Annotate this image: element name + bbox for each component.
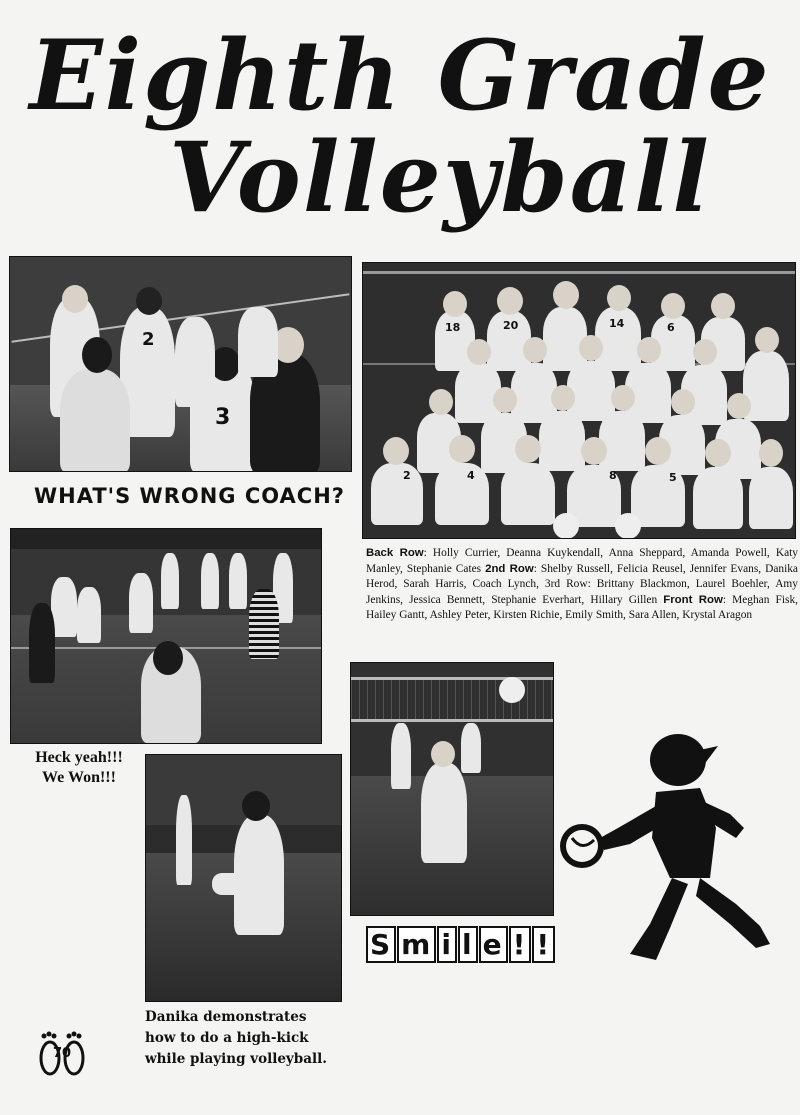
jersey-number: 3 <box>215 405 231 430</box>
jersey-number: 5 <box>669 471 677 484</box>
smile-letter: S <box>366 926 396 963</box>
volleyball-player-silhouette-icon <box>560 728 790 968</box>
jersey-number: 2 <box>142 329 155 350</box>
jersey-number: 18 <box>445 321 461 334</box>
smile-letter: l <box>458 926 478 963</box>
front-row-names: : Meghan Fisk, Hailey Gantt, Ashley Peter, Kirsten Richie, Emily Smith, Sara Allen, Krystal Aragon <box>366 593 798 622</box>
second-row-label: 2nd Row <box>485 562 534 575</box>
smile-letter: ! <box>509 926 532 963</box>
smile-letter: i <box>437 926 457 963</box>
back-row-label: Back Row <box>366 547 424 559</box>
dig-photo <box>350 662 554 916</box>
smile-letter: e <box>479 926 508 963</box>
coach-photo <box>9 256 352 472</box>
smile-letter: m <box>397 926 436 963</box>
page-title-line1: Eighth Grade <box>29 19 771 132</box>
smile-caption <box>366 926 556 963</box>
jersey-number: 4 <box>467 469 475 482</box>
coach-caption: WHAT'S WRONG COACH? <box>34 484 345 508</box>
heck-caption <box>18 748 140 788</box>
back-row-names: : Holly Currier, Deanna Kuykendall, Anna Sheppard, Amanda Powell, Katy Manley, Stephanie Cates <box>366 547 798 575</box>
front-row-label: Front Row <box>663 593 723 606</box>
heck-caption-line2: We Won!!! <box>42 769 116 786</box>
page-title-line2: Volleyball <box>169 121 711 234</box>
jersey-number: 20 <box>503 319 519 332</box>
smile-letter: ! <box>532 926 555 963</box>
game-photo <box>10 528 322 744</box>
jersey-number: 2 <box>403 469 411 482</box>
team-roster-names <box>366 546 798 624</box>
heck-caption-line1: Heck yeah!!! <box>35 749 123 766</box>
second-row-names: : Shelby Russell, Felicia Reusel, Jennifer Evans, Danika Herod, Sarah Harris, Coach Lynch, 3rd Row: Brittany Blackmon, Laurel Boehler, Amy Jenkins, Jessica Bennett, Stephanie Everhart, Hillary Gillen <box>366 562 798 606</box>
page-number: 70 <box>53 1046 72 1061</box>
danika-caption <box>145 1007 345 1070</box>
danika-caption-line3: while playing volleyball. <box>145 1051 327 1067</box>
team-photo <box>362 262 796 539</box>
danika-caption-line1: Danika demonstrates <box>145 1009 307 1025</box>
high-kick-photo <box>145 754 342 1002</box>
jersey-number: 14 <box>609 317 625 330</box>
jersey-number: 8 <box>609 469 617 482</box>
danika-caption-line2: how to do a high-kick <box>145 1030 309 1046</box>
jersey-number: 6 <box>667 321 675 334</box>
page-number-badge <box>36 1030 88 1078</box>
